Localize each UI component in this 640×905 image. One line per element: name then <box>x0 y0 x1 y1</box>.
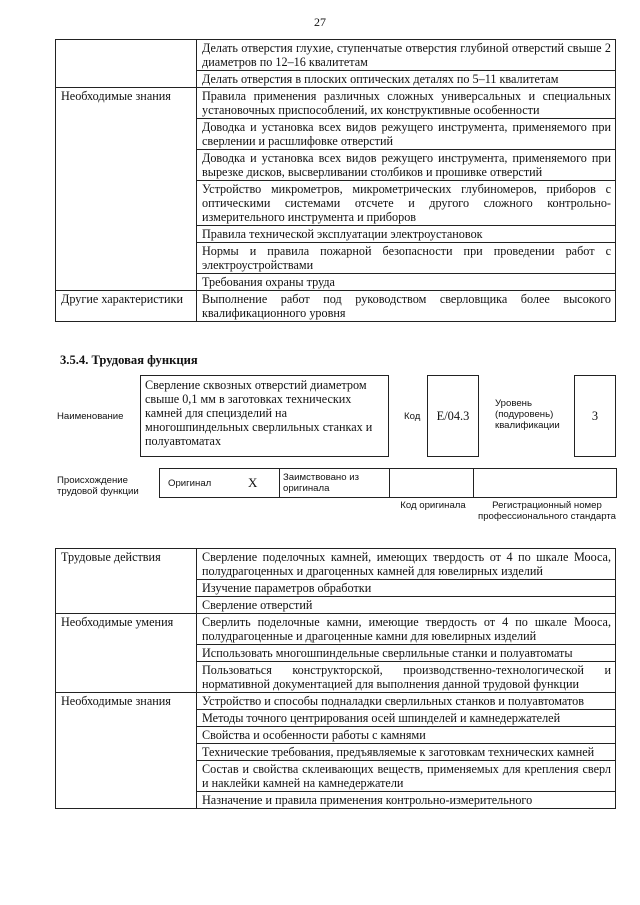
requirement-cell: Пользоваться конструкторской, производственно-технологической и нормативной документацией для выполнения данной трудовой функции <box>197 662 616 693</box>
origin-borrowed-cell <box>279 468 390 498</box>
qualification-level-box: 3 <box>574 375 616 457</box>
requirements-table-bottom <box>55 548 616 809</box>
requirement-cell: Доводка и установка всех видов режущего инструмента, применяемого при сверлении и расшлифовке отверстий <box>197 119 616 150</box>
table-row <box>56 693 616 710</box>
row-group-label: Необходимые умения <box>56 614 197 693</box>
requirement-cell: Свойства и особенности работы с камнями <box>197 727 616 744</box>
code-label: Код <box>404 411 421 422</box>
table-row <box>56 549 616 580</box>
origin-table <box>159 468 617 498</box>
registration-number-cell <box>473 468 617 498</box>
row-group-label <box>56 40 197 88</box>
row-group-label: Необходимые знания <box>56 693 197 809</box>
requirement-cell: Использовать многошпиндельные сверлильные станки и полуавтоматы <box>197 645 616 662</box>
page-number: 27 <box>314 15 326 29</box>
requirement-cell: Сверлить поделочные камни, имеющие твердость от 4 по шкале Мооса, полудрагоценные и драгоценные камни для ювелирных изделий <box>197 614 616 645</box>
function-name-box: Сверление сквозных отверстий диаметром свыше 0,1 мм в заготовках технических камней для специзделий на многошпиндельных сверлильных станках и полуавтоматах <box>140 375 389 457</box>
requirement-cell: Правила технической эксплуатации электроустановок <box>197 226 616 243</box>
requirement-cell: Сверление отверстий <box>197 597 616 614</box>
section-heading: 3.5.4. Трудовая функция <box>60 353 198 367</box>
requirement-cell: Изучение параметров обработки <box>197 580 616 597</box>
origin-borrowed-label: Заимствовано из оригинала <box>283 472 359 494</box>
row-group-label: Необходимые знания <box>56 88 197 291</box>
origin-original-mark: X <box>248 475 258 490</box>
requirement-cell: Делать отверстия в плоских оптических деталях по 5–11 квалитетам <box>197 71 616 88</box>
requirement-cell: Правила применения различных сложных универсальных и специальных установочных приспособлений, их конструктивные особенности <box>197 88 616 119</box>
registration-number-caption: Регистрационный номер профессионального стандарта <box>478 500 616 522</box>
table-row <box>56 40 616 71</box>
requirements-table-top <box>55 39 616 322</box>
qualification-level-label: Уровень (подуровень) квалификации <box>495 398 560 431</box>
requirement-cell: Нормы и правила пожарной безопасности при проведении работ с электроустройствами <box>197 243 616 274</box>
name-label: Наименование <box>57 411 124 422</box>
requirement-cell: Сверление поделочных камней, имеющих твердость от 4 по шкале Мооса, полудрагоценных и драгоценных камней для ювелирных изделий <box>197 549 616 580</box>
requirement-cell: Устройство и способы подналадки сверлильных станков и полуавтоматов <box>197 693 616 710</box>
row-group-label: Трудовые действия <box>56 549 197 614</box>
table-row <box>56 291 616 322</box>
requirement-cell: Требования охраны труда <box>197 274 616 291</box>
original-code-caption: Код оригинала <box>400 500 466 511</box>
requirement-cell: Состав и свойства склеивающих веществ, применяемых для крепления сверл и наклейки камней на камнедержатели <box>197 761 616 792</box>
original-code-cell <box>389 468 474 498</box>
function-code-box: E/04.3 <box>427 375 479 457</box>
requirement-cell: Назначение и правила применения контрольно-измерительного <box>197 792 616 809</box>
origin-original-label: Оригинал <box>168 478 212 489</box>
table-row <box>56 614 616 645</box>
origin-label: Происхождение трудовой функции <box>57 475 139 497</box>
table-row <box>56 88 616 119</box>
requirement-cell: Методы точного центрирования осей шпинделей и камнедержателей <box>197 710 616 727</box>
origin-original-cell <box>159 468 280 498</box>
requirement-cell: Доводка и установка всех видов режущего инструмента, применяемого при вырезке дисков, высверливании столбиков и прошивке отверстий <box>197 150 616 181</box>
requirement-cell: Делать отверстия глухие, ступенчатые отверстия глубиной отверстий свыше 2 диаметров по 12–16 квалитетам <box>197 40 616 71</box>
requirement-cell: Устройство микрометров, микрометрических глубиномеров, приборов с оптическими системами отсчете и другого сложного контрольно-измерительного инструмента и приборов <box>197 181 616 226</box>
requirement-cell: Выполнение работ под руководством сверловщика более высокого квалификационного уровня <box>197 291 616 322</box>
row-group-label: Другие характеристики <box>56 291 197 322</box>
requirement-cell: Технические требования, предъявляемые к заготовкам технических камней <box>197 744 616 761</box>
